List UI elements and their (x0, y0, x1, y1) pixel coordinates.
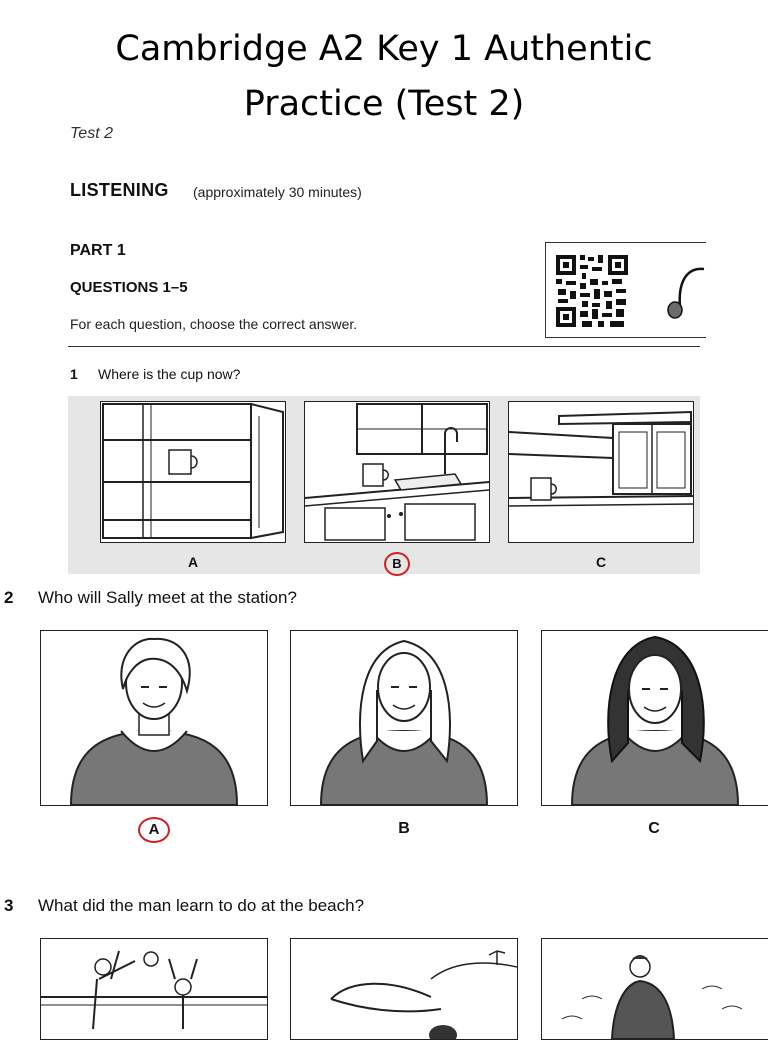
question-1-number: 1 (70, 366, 78, 382)
volleyball-illustration (41, 939, 267, 1039)
woman-long-blonde-hair-illustration (291, 631, 517, 805)
sink-cup-illustration (305, 402, 489, 542)
cupboard-cup-illustration (101, 402, 285, 542)
slide-title-line-2: Practice (Test 2) (243, 84, 525, 124)
shelf-cup-illustration (509, 402, 693, 542)
q1-option-a-label[interactable]: A (187, 554, 199, 570)
q3-option-c-picture[interactable] (541, 938, 768, 1040)
q1-option-c-picture[interactable] (508, 401, 694, 543)
part-label: PART 1 (70, 242, 126, 259)
section-title: LISTENING (70, 180, 169, 200)
q1-option-b-picture[interactable] (304, 401, 490, 543)
question-2-text: Who will Sally meet at the station? (38, 588, 297, 607)
section-duration: (approximately 30 minutes) (193, 184, 362, 200)
question-2-number: 2 (4, 588, 14, 607)
woman-short-hair-illustration (41, 631, 267, 805)
test-label: Test 2 (70, 125, 113, 142)
surfing-illustration (542, 939, 768, 1039)
audio-qr-box (545, 242, 706, 338)
q1-option-b-label-selected[interactable]: B (384, 552, 410, 576)
q2-option-a-picture[interactable] (40, 630, 268, 806)
q3-option-a-picture[interactable] (40, 938, 268, 1040)
question-3-number: 3 (4, 896, 14, 915)
q2-option-b-picture[interactable] (290, 630, 518, 806)
slide-title-line-1: Cambridge A2 Key 1 Authentic (115, 29, 653, 69)
header-divider (68, 346, 700, 347)
swimming-illustration (291, 939, 517, 1039)
question-1-text: Where is the cup now? (98, 366, 241, 382)
q2-option-b-label[interactable]: B (398, 820, 410, 837)
q3-option-b-picture[interactable] (290, 938, 518, 1040)
questions-label: QUESTIONS 1–5 (70, 279, 188, 296)
q1-option-c-label[interactable]: C (595, 554, 607, 570)
woman-long-dark-hair-illustration (542, 631, 768, 805)
q2-option-c-picture[interactable] (541, 630, 768, 806)
headphones-icon (656, 261, 706, 321)
q2-option-c-label[interactable]: C (648, 820, 660, 837)
instruction-text: For each question, choose the correct answer. (70, 316, 358, 332)
question-3-text: What did the man learn to do at the beach? (38, 896, 365, 915)
q2-option-a-label-selected[interactable]: A (138, 817, 170, 843)
q1-option-a-picture[interactable] (100, 401, 286, 543)
slide-title (0, 22, 768, 132)
question-1-panel (68, 396, 700, 574)
